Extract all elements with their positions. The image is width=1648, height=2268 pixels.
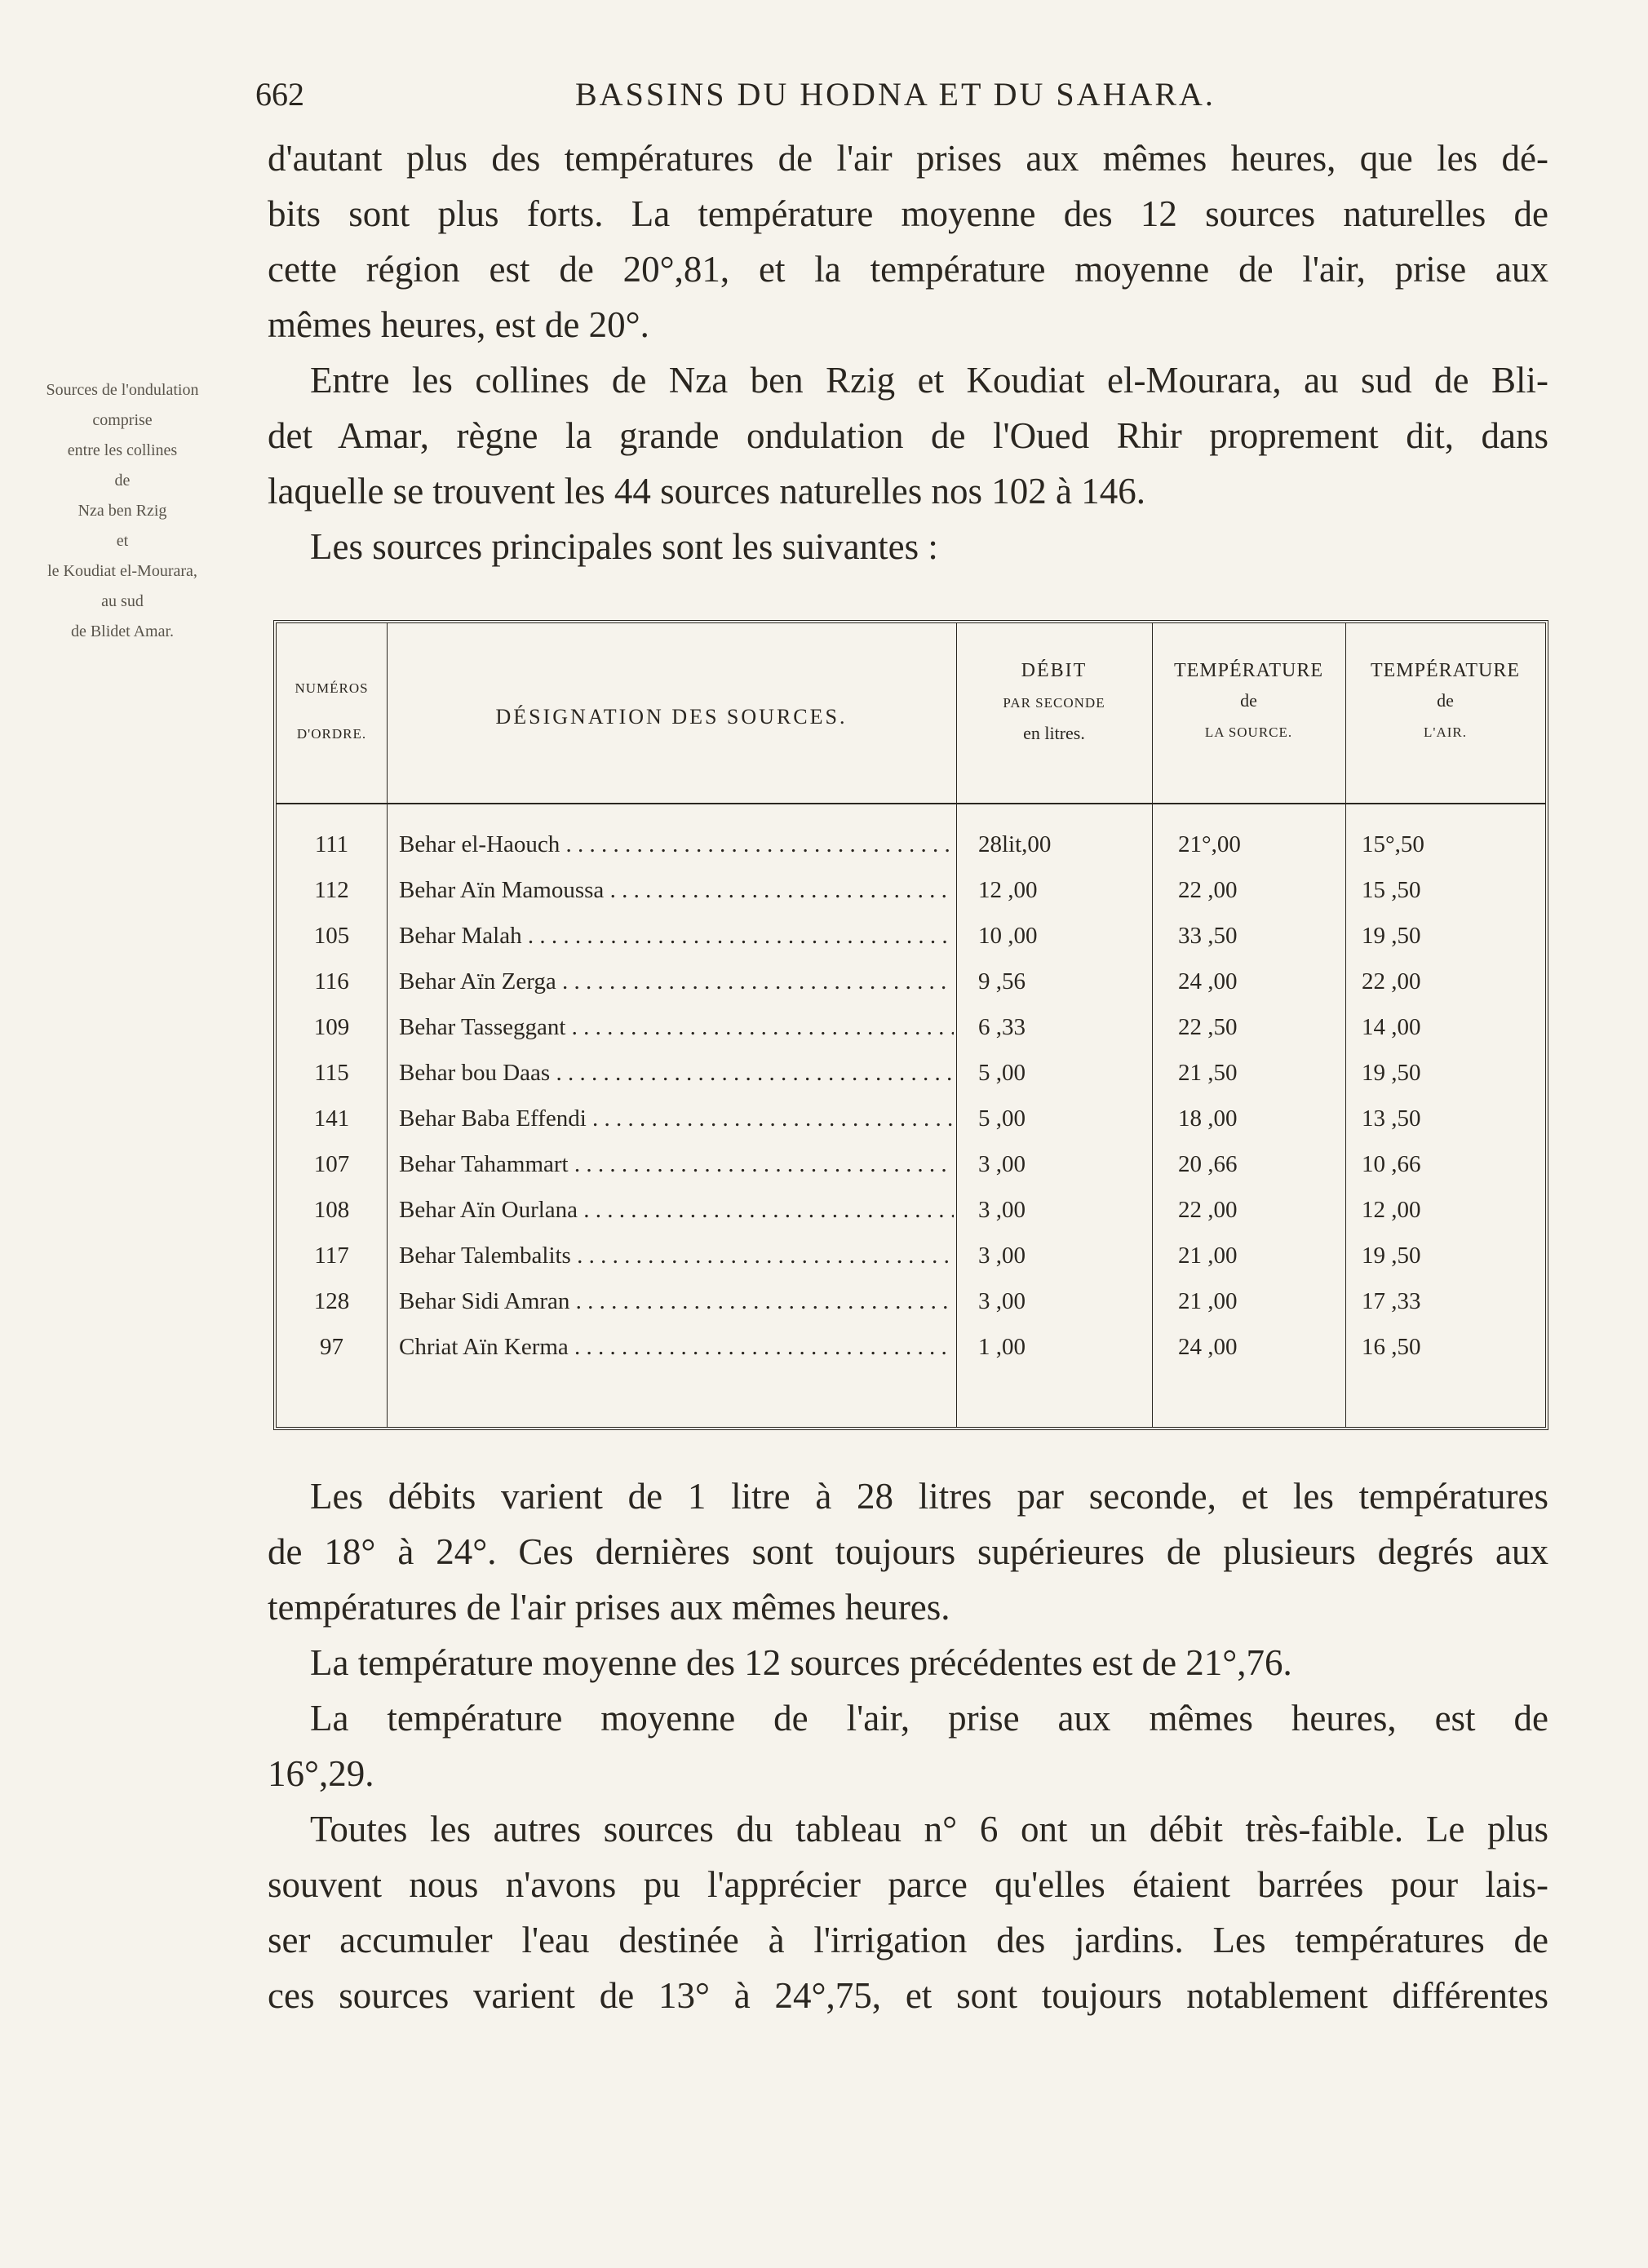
- header-name: DÉSIGNATION DES SOURCES.: [495, 705, 848, 729]
- margin-note-line: et: [116, 532, 129, 550]
- margin-note: [0, 375, 245, 647]
- margin-note-line: le Koudiat el-Mourara,: [47, 562, 197, 580]
- margin-note-line: de: [114, 472, 131, 489]
- header-temp-air: TEMPÉRATURE de L'AIR.: [1370, 660, 1520, 740]
- text-line: souvent nous n'avons pu l'apprécier parce qu'elles étaient barrées pour lais-: [268, 1864, 1548, 1905]
- running-head: BASSINS DU HODNA ET DU SAHARA.: [575, 76, 1216, 113]
- text-line: mêmes heures, est de 20°.: [268, 304, 649, 345]
- margin-note-line: de Blidet Amar.: [70, 622, 175, 640]
- table-row: 109 Behar Tasseggant . . . 6 ,33 22 ,50 14 ,00: [277, 1014, 1545, 1056]
- table-row: 115 Behar bou Daas . . . 5 ,00 21 ,50 19 ,50: [277, 1060, 1545, 1102]
- table-row: 117 Behar Talembalits . . . 3 ,00 21 ,00 19 ,50: [277, 1243, 1545, 1285]
- text-line: La température moyenne des 12 sources précédentes est de 21°,76.: [310, 1642, 1292, 1683]
- table-row: 97 Chriat Aïn Kerma . . . 1 ,00 24 ,00 16 ,50: [277, 1334, 1545, 1376]
- margin-note-line: entre les collines: [67, 441, 178, 459]
- table-row: 141 Behar Baba Effendi . . . 5 ,00 18 ,00 13 ,50: [277, 1105, 1545, 1148]
- text-line: de 18° à 24°. Ces dernières sont toujours supérieures de plusieurs degrés aux: [268, 1531, 1548, 1572]
- table-row: 108 Behar Aïn Ourlana . . . 3 ,00 22 ,00 12 ,00: [277, 1197, 1545, 1239]
- text-line: d'autant plus des températures de l'air prises aux mêmes heures, que les dé-: [268, 138, 1548, 179]
- table-row: 112 Behar Aïn Mamoussa . . . 12 ,00 22 ,00 15 ,50: [277, 877, 1545, 919]
- table-row: 105 Behar Malah . . . 10 ,00 33 ,50 19 ,50: [277, 923, 1545, 965]
- intro-paragraph: [268, 131, 1548, 352]
- margin-note-line: Sources de l'ondulation: [46, 381, 199, 399]
- sources-table: [273, 620, 1548, 1430]
- header-num: NUMÉROS D'ORDRE.: [295, 680, 369, 742]
- margin-note-line: comprise: [92, 411, 153, 429]
- text-line: 16°,29.: [268, 1753, 374, 1794]
- text-line: Les débits varient de 1 litre à 28 litres par seconde, et les températures: [310, 1476, 1548, 1517]
- header-debit: DÉBIT PAR SECONDE en litres.: [1003, 660, 1105, 743]
- paragraph-debits: [268, 1468, 1548, 2023]
- paragraph-ondulation: [268, 352, 1548, 574]
- table-row: 107 Behar Tahammart . . . 3 ,00 20 ,66 10 ,66: [277, 1151, 1545, 1194]
- text-line: det Amar, règne la grande ondulation de l'Oued Rhir proprement dit, dans: [268, 415, 1548, 456]
- text-line: Toutes les autres sources du tableau n° 6 ont un débit très-faible. Le plus: [310, 1809, 1548, 1849]
- text-line: laquelle se trouvent les 44 sources naturelles nos 102 à 146.: [268, 471, 1145, 512]
- margin-note-line: Nza ben Rzig: [78, 502, 167, 520]
- text-line: bits sont plus forts. La température moyenne des 12 sources naturelles de: [268, 193, 1548, 234]
- text-line: ces sources varient de 13° à 24°,75, et sont toujours notablement différentes: [268, 1975, 1548, 2016]
- text-line: températures de l'air prises aux mêmes heures.: [268, 1587, 950, 1628]
- margin-note-line: au sud: [101, 592, 144, 610]
- text-line: ser accumuler l'eau destinée à l'irrigation des jardins. Les températures de: [268, 1920, 1548, 1960]
- text-line: Entre les collines de Nza ben Rzig et Koudiat el-Mourara, au sud de Bli-: [310, 360, 1548, 401]
- text-line: cette région est de 20°,81, et la température moyenne de l'air, prise aux: [268, 249, 1548, 290]
- text-line: Les sources principales sont les suivantes :: [310, 526, 938, 567]
- table-row: 116 Behar Aïn Zerga . . . 9 ,56 24 ,00 22 ,00: [277, 968, 1545, 1011]
- table-row: 128 Behar Sidi Amran . . . 3 ,00 21 ,00 17 ,33: [277, 1288, 1545, 1331]
- header-temp-source: TEMPÉRATURE de LA SOURCE.: [1173, 660, 1323, 740]
- table-header: [277, 623, 1545, 804]
- page-number: 662: [255, 76, 304, 113]
- table-row: 111 Behar el-Haouch . . . 28lit,00 21°,00 15°,50: [277, 831, 1545, 874]
- text-line: La température moyenne de l'air, prise aux mêmes heures, est de: [310, 1698, 1548, 1739]
